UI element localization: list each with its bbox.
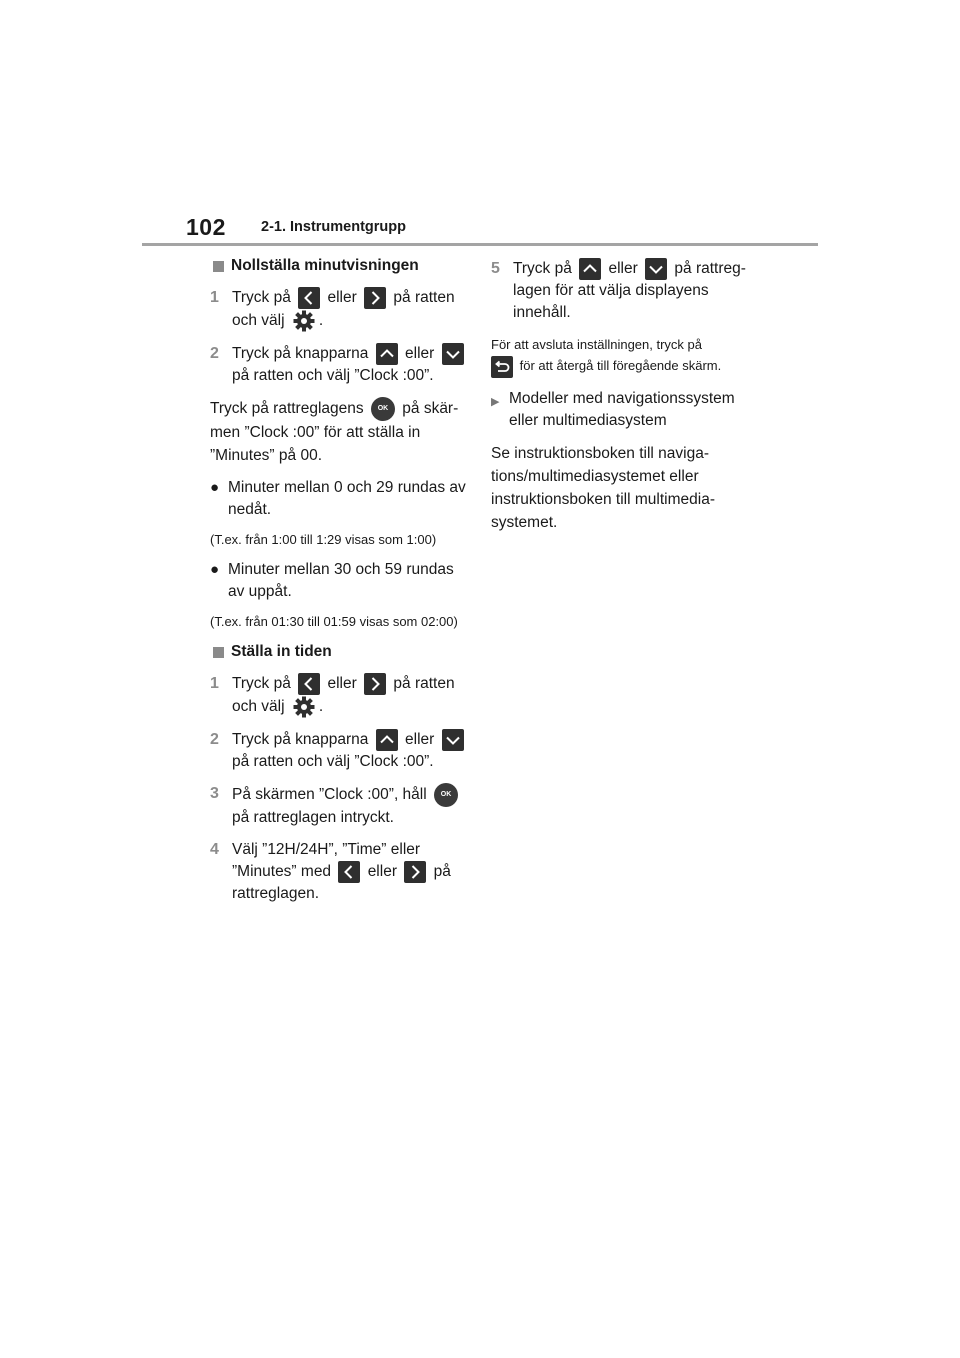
page-number: 102: [186, 214, 226, 240]
step-5: 5 Tryck på eller på rattreg-lagen för att välja displayens innehåll.: [491, 258, 761, 324]
step-number: 1: [210, 675, 219, 693]
right-column: [491, 252, 761, 544]
bullet-item: ▶ Modeller med navigationssystem eller multimediasystem: [491, 388, 761, 432]
arrow-down-icon: [442, 343, 464, 365]
bullet-dot-icon: ●: [210, 561, 220, 579]
arrow-up-icon: [376, 729, 398, 751]
heading-reset-minutes: Nollställa minutvisningen: [210, 255, 470, 277]
arrow-up-icon: [579, 258, 601, 280]
bullet-item: ● Minuter mellan 30 och 59 rundas av uppåt.: [210, 559, 470, 603]
square-bullet-icon: [213, 261, 224, 272]
note: (T.ex. från 01:30 till 01:59 visas som 02:00): [210, 614, 458, 630]
ok-button-icon: OK: [371, 397, 395, 421]
step-3: 3 På skärmen ”Clock :00”, håll OK på rattreglagen intryckt.: [210, 783, 470, 829]
left-column: [210, 252, 470, 915]
step-number: 2: [210, 345, 219, 363]
step-4: 4 Välj ”12H/24H”, ”Time” eller ”Minutes” med eller på rattreglagen.: [210, 839, 470, 905]
step-2: 2 Tryck på knapparna eller på ratten och välj ”Clock :00”.: [210, 729, 470, 773]
step-number: 5: [491, 260, 500, 277]
step-number: 3: [210, 785, 219, 803]
section-title: 2-1. Instrumentgrupp: [261, 219, 407, 235]
arrow-right-icon: [364, 287, 386, 309]
arrow-down-icon: [442, 729, 464, 751]
note: (T.ex. från 1:00 till 1:29 visas som 1:00): [210, 532, 437, 548]
step-number: 2: [210, 731, 219, 749]
step-number: 1: [210, 289, 219, 306]
triangle-bullet-icon: ▶: [491, 395, 500, 408]
arrow-right-icon: [404, 861, 426, 883]
ok-button-icon: OK: [434, 783, 458, 807]
step-2: 2 Tryck på knapparna eller på ratten och välj ”Clock :00”.: [210, 343, 470, 387]
arrow-down-icon: [645, 258, 667, 280]
note: För att avsluta inställningen, tryck på för att återgå till föregående skärm.: [491, 334, 761, 378]
arrow-up-icon: [376, 343, 398, 365]
arrow-left-icon: [298, 673, 320, 695]
gear-icon: [292, 309, 316, 333]
gear-icon: [292, 695, 316, 719]
square-bullet-icon: [213, 647, 224, 658]
step-1: 1 Tryck på eller på ratten och välj .: [210, 673, 470, 719]
back-icon: [491, 356, 513, 378]
heading-set-time: Ställa in tiden: [210, 641, 470, 663]
header-rule: [142, 243, 818, 246]
arrow-left-icon: [338, 861, 360, 883]
bullet-dot-icon: ●: [210, 479, 220, 497]
paragraph: Tryck på rattreglagens OK på skär-men ”Clock :00” för att ställa in ”Minutes” på 00.: [210, 397, 470, 467]
step-number: 4: [210, 841, 219, 859]
step-1: 1 Tryck på eller på ratten och välj .: [210, 287, 470, 333]
paragraph: Se instruktionsboken till naviga-tions/multimediasystemet eller instruktionsboken till multimedia-systemet.: [491, 444, 715, 531]
arrow-right-icon: [364, 673, 386, 695]
bullet-item: ● Minuter mellan 0 och 29 rundas av nedåt.: [210, 477, 470, 521]
arrow-left-icon: [298, 287, 320, 309]
